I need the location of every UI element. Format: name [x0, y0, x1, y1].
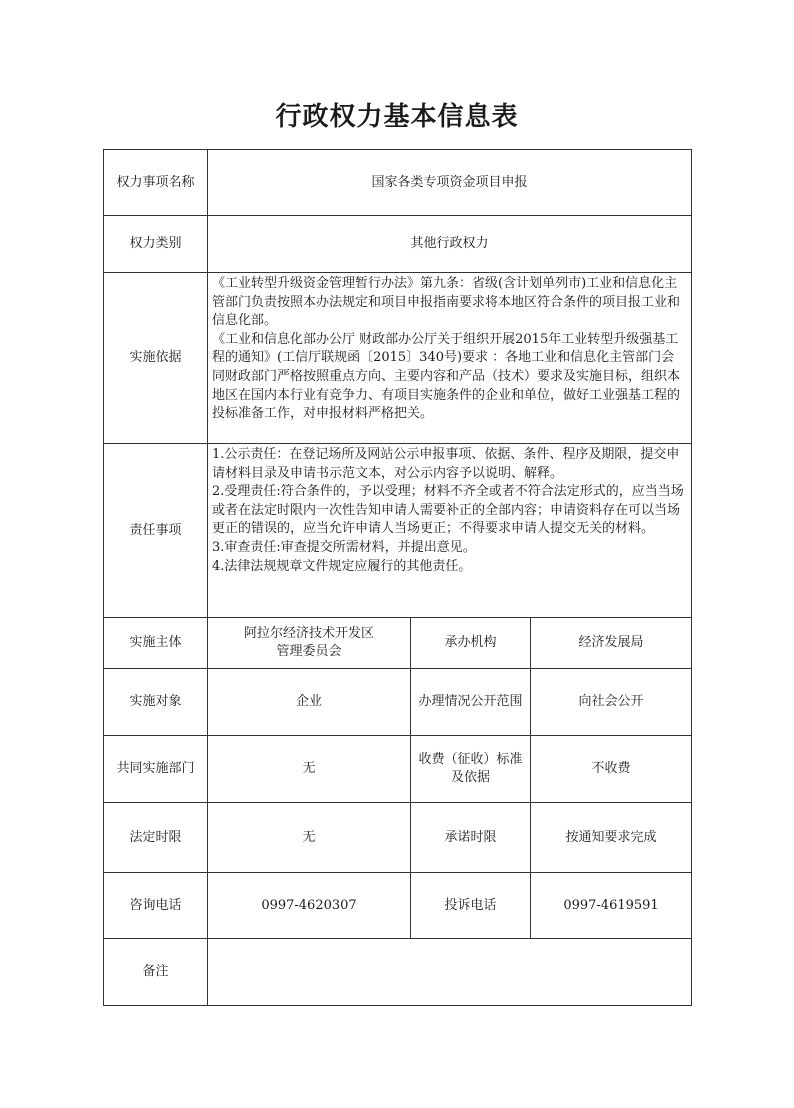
- duties-list: [208, 444, 692, 618]
- fee-label: 收费（征收）标准及依据: [411, 736, 531, 803]
- complaint-phone-label: 投诉电话: [411, 873, 531, 939]
- category-value: 其他行政权力: [208, 216, 692, 273]
- basis-value: 《工业转型升级资金管理暂行办法》第九条：省级(含计划单列市)工业和信息化主管部门负责按照本办法规定和项目申报指南要求将本地区符合条件的项目报工业和信息化部。 《工业和信息化部办公厅 财政部办公厅关于组织开展2015年工业转型升级强基工程的通知》(工信厅联规函〔2015〕340号)要求 ：各地工业和信息化主管部门会同财政部门严格按照重点方向、主要内容和产品（技术）要求及实施目标，组织本地区在国内本行业有竞争力、有项目实施条件的企业和单位，做好工业强基工程的投标准备工作，对申报材料严格把关。: [208, 273, 692, 444]
- deadline-value: 无: [208, 803, 411, 873]
- name-value: 国家各类专项资金项目申报: [208, 150, 692, 216]
- disclosure-value: 向社会公开: [531, 669, 692, 736]
- duty-item: 4.法律法规规章文件规定应履行的其他责任。: [212, 558, 472, 574]
- target-value: 企业: [208, 669, 411, 736]
- consult-phone-label: 咨询电话: [104, 873, 208, 939]
- table-row-name: [104, 150, 692, 216]
- disclosure-label: 办理情况公开范围: [411, 669, 531, 736]
- table-row-remark: [104, 939, 692, 1006]
- agency-label: 承办机构: [411, 618, 531, 669]
- remark-label: 备注: [104, 939, 208, 1006]
- name-label: 权力事项名称: [104, 150, 208, 216]
- table-row-phone: [104, 873, 692, 939]
- table-row-joint: [104, 736, 692, 803]
- info-table: [103, 149, 692, 1006]
- deadline-label: 法定时限: [104, 803, 208, 873]
- subject-value: 阿拉尔经济技术开发区 管理委员会: [208, 618, 411, 669]
- duty-item: 1.公示责任：在登记场所及网站公示申报事项、依据、条件、程序及期限，提交申请材料目录及申请书示范文本，对公示内容予以说明、解释。: [212, 447, 680, 481]
- promise-label: 承诺时限: [411, 803, 531, 873]
- duties-label: 责任事项: [104, 444, 208, 618]
- table-row-duties: [104, 444, 692, 618]
- fee-value: 不收费: [531, 736, 692, 803]
- basis-label: 实施依据: [104, 273, 208, 444]
- category-label: 权力类别: [104, 216, 208, 273]
- table-row-target: [104, 669, 692, 736]
- subject-label: 实施主体: [104, 618, 208, 669]
- table-row-subject: [104, 618, 692, 669]
- table-row-deadline: [104, 803, 692, 873]
- table-row-basis: [104, 273, 692, 444]
- promise-value: 按通知要求完成: [531, 803, 692, 873]
- duty-item: 3.审查责任:审查提交所需材料，并提出意见。: [212, 539, 476, 555]
- complaint-phone-value: 0997-4619591: [531, 873, 692, 939]
- consult-phone-value: 0997-4620307: [208, 873, 411, 939]
- duty-item: 2.受理责任:符合条件的，予以受理；材料不齐全或者不符合法定形式的，应当当场或者在法定时限内一次性告知申请人需要补正的全部内容；申请资料存在可以当场更正的错误的，应当允许申请人当场更正；不得要求申请人提交无关的材料。: [212, 484, 684, 537]
- agency-value: 经济发展局: [531, 618, 692, 669]
- joint-label: 共同实施部门: [104, 736, 208, 803]
- target-label: 实施对象: [104, 669, 208, 736]
- joint-value: 无: [208, 736, 411, 803]
- remark-value: [208, 939, 692, 1006]
- page-title: 行政权力基本信息表: [275, 102, 519, 132]
- table-row-category: [104, 216, 692, 273]
